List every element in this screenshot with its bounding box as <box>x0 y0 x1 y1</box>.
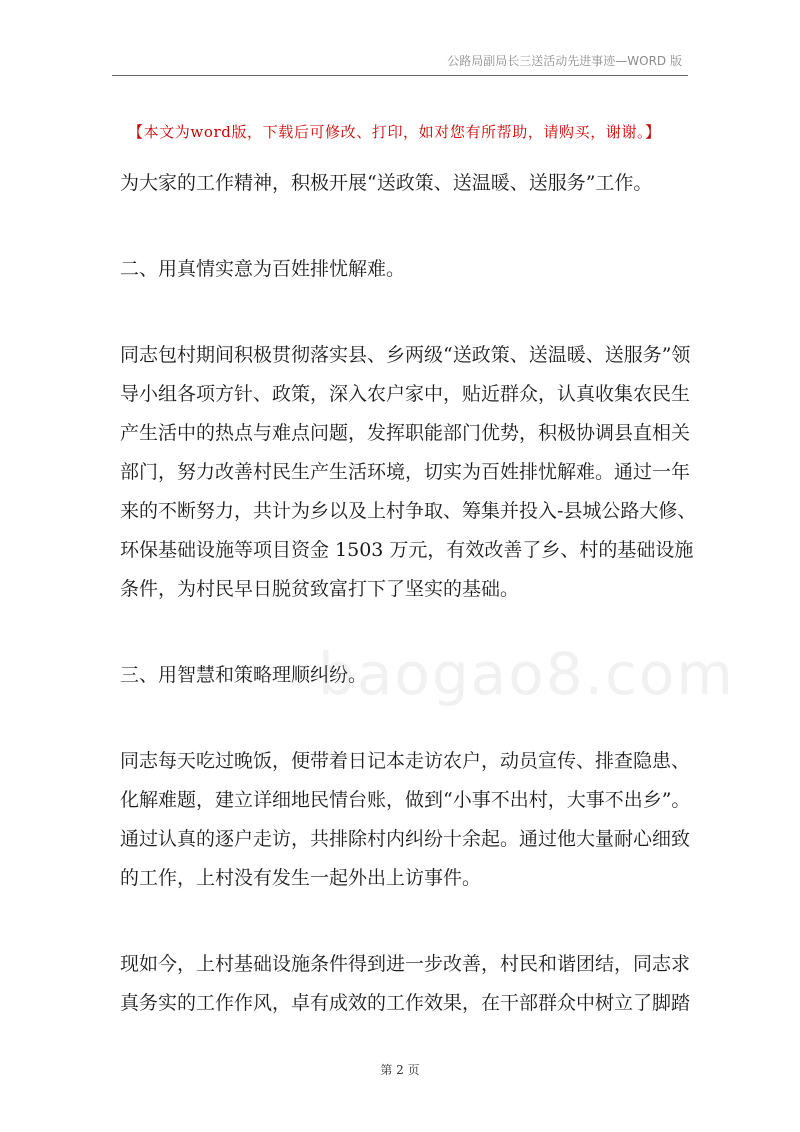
document-body <box>120 164 697 1070</box>
paragraph-line: 同志每天吃过晚饭，便带着日记本走访农户，动员宣传、排查隐患、 <box>120 750 691 772</box>
paragraph-line: 环保基础设施等项目资金 1503 万元，有效改善了乡、村的基础设施 <box>120 539 694 561</box>
paragraph-line: 部门，努力改善村民生产生活环境，切实为百姓排忧解难。通过一年 <box>120 461 691 483</box>
running-header-title: 公路局副局长三送活动先进事迹—WORD 版 <box>447 54 682 68</box>
section-heading-2: 二、用真情实意为百姓排忧解难。 <box>120 258 406 280</box>
paragraph-line: 产生活中的热点与难点问题，发挥职能部门优势，积极协调县直相关 <box>120 422 691 444</box>
paragraph-3 <box>120 742 691 898</box>
paragraph-2 <box>120 336 697 609</box>
watermark: baogao8.com <box>318 640 735 708</box>
paragraph-line: 现如今，上村基础设施条件得到进一步改善，村民和谐团结，同志求 <box>120 953 691 975</box>
paragraph-line: 真务实的工作作风，卓有成效的工作效果，在干部群众中树立了脚踏 <box>120 992 691 1014</box>
paragraph-line: 同志包村期间积极贯彻落实县、乡两级“送政策、送温暖、送服务”领 <box>120 344 691 366</box>
paragraph-1 <box>120 164 682 203</box>
paragraph-line: 来的不断努力，共计为乡以及上村争取、筹集并投入-县城公路大修、 <box>120 500 697 522</box>
paragraph-line: 的工作，上村没有发生一起外出上访事件。 <box>120 867 482 889</box>
section-heading-3: 三、用智慧和策略理顺纠纷。 <box>120 664 368 686</box>
paragraph-line: 为大家的工作精神，积极开展“送政策、送温暖、送服务”工作。 <box>120 172 653 194</box>
paragraph-line: 通过认真的逐户走访，共排除村内纠纷十余起。通过他大量耐心细致 <box>120 828 691 850</box>
page-number: 第 2 页 <box>380 1063 420 1077</box>
paragraph-line: 化解难题，建立详细地民情台账，做到“小事不出村，大事不出乡”。 <box>120 789 691 811</box>
download-notice: 【本文为word版，下载后可修改、打印，如对您有所帮助，请购买，谢谢。】 <box>128 123 661 141</box>
paragraph-line: 条件，为村民早日脱贫致富打下了坚实的基础。 <box>120 578 520 600</box>
header-divider <box>112 75 688 76</box>
paragraph-line: 导小组各项方针、政策，深入农户家中，贴近群众，认真收集农民生 <box>120 383 691 405</box>
paragraph-4 <box>120 945 691 1023</box>
